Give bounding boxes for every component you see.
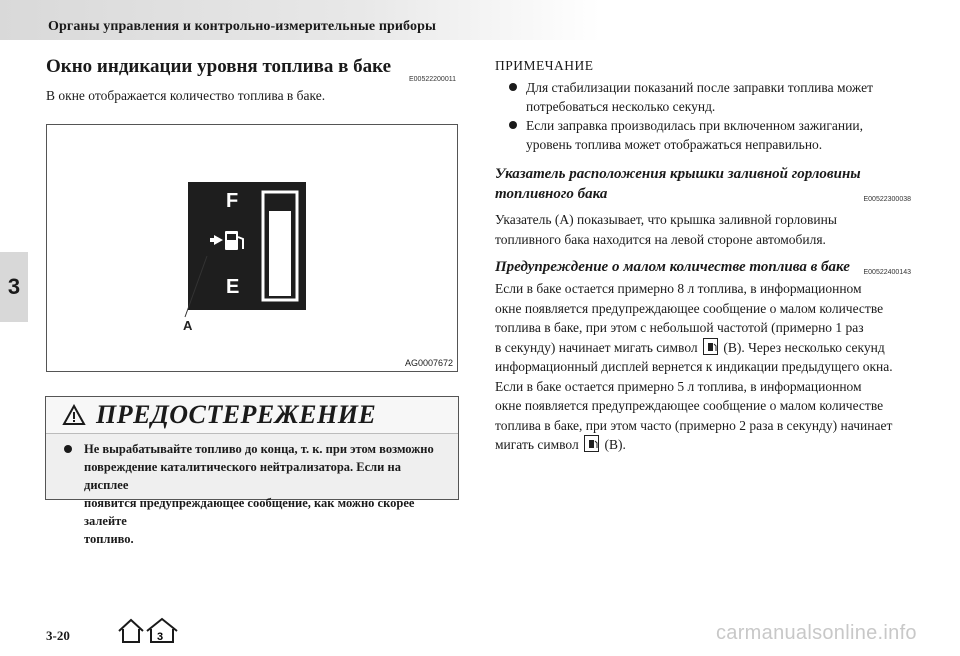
- warning-line: повреждение каталитического нейтрализатора. Если на дисплее: [84, 460, 401, 492]
- chapter-home-icon[interactable]: [147, 619, 177, 643]
- nav-icons: [117, 617, 181, 645]
- low-fuel-code: E00522400143: [863, 269, 911, 276]
- page-header-title: Органы управления и контрольно-измерительные приборы: [48, 19, 436, 34]
- note-bullet: [495, 78, 911, 116]
- low-fuel-line: окне появляется предупреждающее сообщение о малом количестве: [495, 398, 884, 413]
- bullet-dot: [509, 83, 517, 91]
- low-fuel-text: (B). Через несколько секунд: [723, 339, 885, 355]
- low-fuel-line: [495, 338, 911, 358]
- low-fuel-symbol-icon: [703, 338, 718, 355]
- low-fuel-text: мигать символ: [495, 437, 579, 452]
- low-fuel-section: [495, 257, 911, 455]
- warning-triangle-icon: [62, 404, 86, 426]
- low-fuel-line: [495, 435, 911, 455]
- cap-section-title: Указатель расположения крышки заливной горловины: [495, 166, 861, 182]
- note-line: Если заправка производилась при включенном зажигании,: [526, 118, 863, 133]
- left-column: [46, 56, 460, 106]
- low-fuel-line: Если в баке остается примерно 8 л топлива, в информационном: [495, 281, 862, 296]
- right-column: [495, 58, 911, 455]
- low-fuel-symbol-icon: [584, 435, 599, 452]
- low-fuel-line: топлива в баке, при этом часто (примерно 2 раза в секунду) начинает: [495, 417, 893, 433]
- low-fuel-text: в секунду) начинает мигать символ: [495, 339, 698, 355]
- watermark: carmanualsonline.info: [716, 622, 917, 644]
- cap-section-line: Указатель (A) показывает, что крышка заливной горловины: [495, 212, 837, 227]
- chapter-tab[interactable]: 3: [0, 252, 28, 322]
- warning-line: топливо.: [84, 532, 134, 546]
- section-title: Окно индикации уровня топлива в баке: [46, 56, 392, 77]
- note-line: Для стабилизации показаний после заправки топлива может: [526, 80, 873, 95]
- low-fuel-line: информационный дисплей вернется к индикации предыдущего окна.: [495, 359, 893, 374]
- gauge-empty-label: E: [226, 276, 240, 298]
- warning-header: [46, 397, 458, 434]
- low-fuel-title: Предупреждение о малом количестве топлива в баке: [495, 259, 850, 275]
- fuel-level-bar: [269, 211, 291, 296]
- cap-section-code: E00522300038: [863, 196, 911, 203]
- gauge-full-label: F: [226, 190, 239, 212]
- fuel-gauge-illustration: [47, 125, 457, 371]
- callout-label-a: A: [183, 318, 193, 333]
- chapter-badge: 3: [157, 631, 164, 643]
- note-bullet: [495, 116, 911, 154]
- bullet-dot: [64, 445, 72, 453]
- footer-nav: [117, 617, 181, 650]
- low-fuel-line: Если в баке остается примерно 5 л топлива, в информационном: [495, 378, 862, 394]
- cap-section-title: топливного бака: [495, 186, 608, 202]
- warning-body: [46, 434, 458, 548]
- note-line: уровень топлива может отображаться неправильно.: [526, 137, 823, 152]
- cap-section-line: топливного бака находится на левой стороне автомобиля.: [495, 231, 826, 247]
- warning-box: [45, 396, 459, 546]
- section-intro: В окне отображается количество топлива в баке.: [46, 88, 326, 103]
- page-number: 3-20: [46, 628, 70, 643]
- section-code: E00522200011: [409, 76, 456, 83]
- warning-line: Не вырабатывайте топливо до конца, т. к. при этом возможно: [84, 442, 434, 456]
- figure-code: AG0007672: [404, 358, 453, 368]
- low-fuel-line: окне появляется предупреждающее сообщение о малом количестве: [495, 300, 884, 316]
- low-fuel-line: топлива в баке, при этом с небольшой частотой (примерно 1 раз: [495, 320, 864, 335]
- bullet-dot: [509, 121, 517, 129]
- warning-title: ПРЕДОСТЕРЕЖЕНИЕ: [96, 400, 377, 429]
- cap-section: [495, 164, 911, 249]
- low-fuel-text: (B).: [604, 437, 626, 452]
- fuel-gauge-figure: [46, 124, 458, 372]
- note-heading: ПРИМЕЧАНИЕ: [495, 58, 594, 73]
- home-icon[interactable]: [119, 620, 143, 642]
- note-line: потребоваться несколько секунд.: [526, 99, 716, 114]
- warning-line: появится предупреждающее сообщение, как можно скорее залейте: [84, 496, 415, 528]
